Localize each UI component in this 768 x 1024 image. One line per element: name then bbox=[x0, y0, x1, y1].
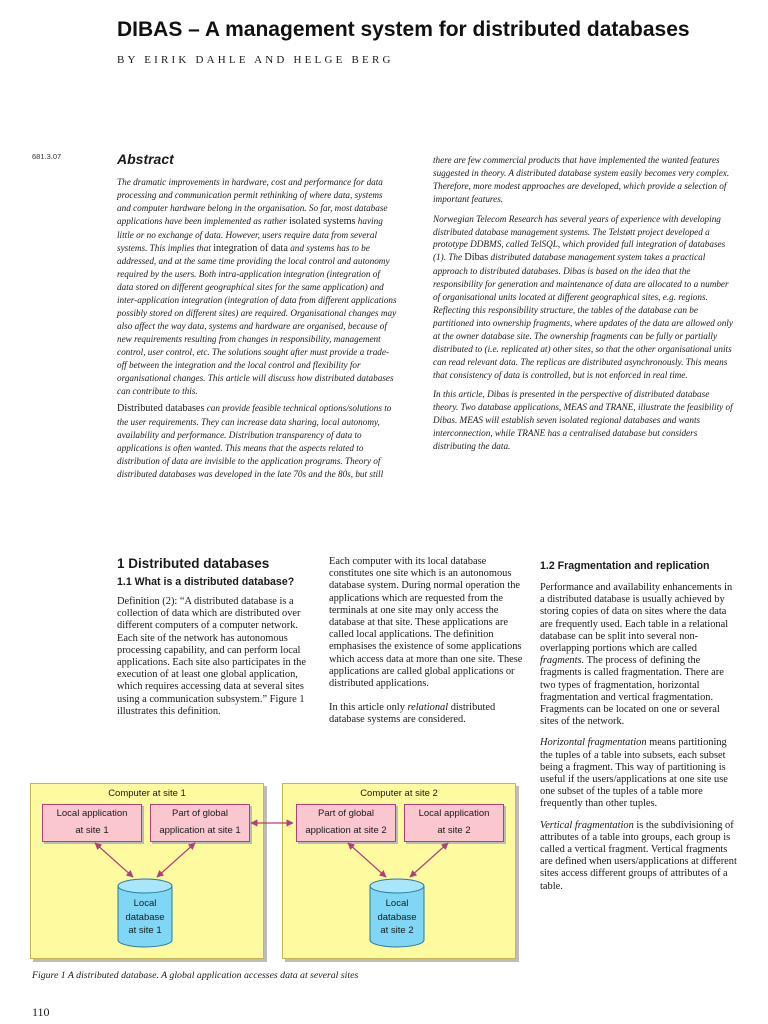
section-heading: 1 Distributed databases bbox=[117, 556, 270, 571]
abstract-column-right bbox=[433, 154, 736, 453]
arrow-local-app-1-to-db-1 bbox=[95, 843, 133, 877]
figure-1 bbox=[30, 780, 530, 965]
body-column-1 bbox=[117, 556, 313, 718]
abstract-column-left bbox=[117, 176, 397, 481]
classification-number: 681.3.07 bbox=[32, 152, 62, 161]
figure-caption: Figure 1 A distributed database. A global application accesses data at several sites bbox=[32, 970, 359, 981]
article-authors: BY EIRIK DAHLE AND HELGE BERG bbox=[117, 54, 394, 66]
database-label-site-2: Local database at site 2 bbox=[377, 898, 417, 936]
subsection-heading-1-1: 1.1 What is a distributed database? bbox=[117, 576, 295, 588]
site-1-label: Computer at site 1 bbox=[108, 788, 186, 799]
abstract-paragraph-5: In this article, Dibas is presented in the perspective of distributed database theory. Two database applications, MEAS and TRANE, illustrate the feasibility of Dibas. MEAS will establish seven isolated regional databases and wants interconnection, while TRANE has a centralised database but considers distributing the data. bbox=[433, 389, 733, 452]
local-application-site-2: Local application at site 2 bbox=[404, 804, 504, 842]
figure-graphics bbox=[30, 780, 530, 965]
horizontal-fragmentation-paragraph: Horizontal fragmentation means partitioning the tuples of a table into subsets, each subset being a fragment. This way of partitioning is useful if the users/applications at one site use one subset of the tuples of a table more frequently than other tuples. bbox=[540, 737, 728, 810]
abstract-heading: Abstract bbox=[117, 151, 174, 167]
abstract-paragraph-2: Distributed databases can provide feasible technical options/solutions to the user requirements. They can increase data sharing, local autonomy, availability and performance. Distribution transparency of data to applications is often wanted. This means that the aspects related to distribution of data are invisible to the application programs. Theory of distributed databases was developed in the late 70s and the 80s, but still bbox=[117, 403, 392, 479]
global-application-part-site-1: Part of global application at site 1 bbox=[150, 804, 250, 842]
global-application-part-site-2: Part of global application at site 2 bbox=[296, 804, 396, 842]
abstract-paragraph-3: there are few commercial products that have implemented the wanted features suggested in theory. A distributed database system easily becomes very complex. Therefore, more modest approaches are developed, which provide a selection of important features. bbox=[433, 155, 730, 204]
article-title: DIBAS – A management system for distributed databases bbox=[117, 18, 690, 41]
subsection-heading-1-2: 1.2 Fragmentation and replication bbox=[540, 560, 710, 572]
relational-paragraph: In this article only relational distributed database systems are considered. bbox=[329, 702, 496, 726]
arrow-global-app-1-to-db-1 bbox=[157, 843, 195, 877]
fragments-paragraph: Performance and availability enhancements in a distributed database is usually achieved by storing copies of data on sites where the data are frequently used. Each table in a relational database can be split into several non-overlapping portions which are called fragments. The process of defining the fragments is called fragmentation. There are two types of fragmentation, horizontal fragmentation and vertical fragmentation. Fragments can be located on one or several sites of the network. bbox=[540, 582, 733, 728]
database-label-site-1: Local database at site 1 bbox=[125, 898, 165, 936]
site-paragraph: Each computer with its local database constitutes one site which is an autonomous database system. During normal operation the applications which are requested from the terminals at one site may only access the database at that site. These applications are called local applications. The definition emphasises the existence of some applications which access data at more than one site. These applications are called global applications or distributed applications. bbox=[329, 556, 523, 690]
definition-paragraph: Definition (2): “A distributed database is a collection of data which are distributed over different computers of a computer network. Each site of the network has autonomous processing capability, and can perform local applications. Each site also participates in the execution of at least one global application, which requires accessing data at several sites using a communication subsystem.” Figure 1 illustrates this definition. bbox=[117, 596, 306, 717]
body-column-2 bbox=[329, 556, 524, 727]
arrow-global-app-2-to-db-2 bbox=[348, 843, 386, 877]
page-number: 110 bbox=[32, 1005, 50, 1019]
local-application-site-1: Local application at site 1 bbox=[42, 804, 142, 842]
abstract-paragraph-4: Norwegian Telecom Research has several years of experience with developing distributed database management systems. The Telstøtt project developed a prototype DDBMS, called TelSQL, which provided full integration of databases (1). The Dibas distributed database management system takes a practical approach to distributed databases. Dibas is based on the idea that the responsibility for generation and maintenance of data are allocated to a number of organisational units located at different geographical sites, e.g. regions. Reflecting this responsibility structure, the tables of the database can be partitioned into ownership fragments, where updates of the data are allowed only at the owner database site. The ownership fragments can be fully or partially distributed to (i.e. replicated at) other sites, so that the other organisational units can read relevant data. The replicas are distributed asynchronously. This means that consistency of data is controlled, but is not enforced in real time. bbox=[433, 213, 733, 380]
body-column-3 bbox=[540, 560, 738, 893]
vertical-fragmentation-paragraph: Vertical fragmentation is the subdivisioning of attributes of a table into groups, each group is called a vertical fragment. Vertical fragments are defined when users/applications at different sites access different groups of attributes of a table. bbox=[540, 819, 737, 892]
abstract-paragraph-1: The dramatic improvements in hardware, cost and performance for data processing and communication permit rethinking of where data, systems and computer hardware belong in the organisation. So far, most database applications have been implemented as rather isolated systems having little or no exchange of data. However, users require data from several systems. This implies that integration of data and systems has to be addressed, and at the same time providing the local control and autonomy required by the users. Both intra-application integration (integration of data stored on different geographical sites for the same application) and inter-application integration (integration of data from different applications possibly stored on different sites) are required. Organisational changes may also affect the way data, systems and hardware are organised, because of new requirements resulting from changes in responsibility, management control, user control, etc. The solutions sought after must provide a trade-off between the integration and the local control and flexibility for organisational changes. This article will discuss how distributed databases can contribute to this. bbox=[117, 177, 397, 396]
site-2-label: Computer at site 2 bbox=[360, 788, 438, 799]
arrow-local-app-2-to-db-2 bbox=[410, 843, 448, 877]
